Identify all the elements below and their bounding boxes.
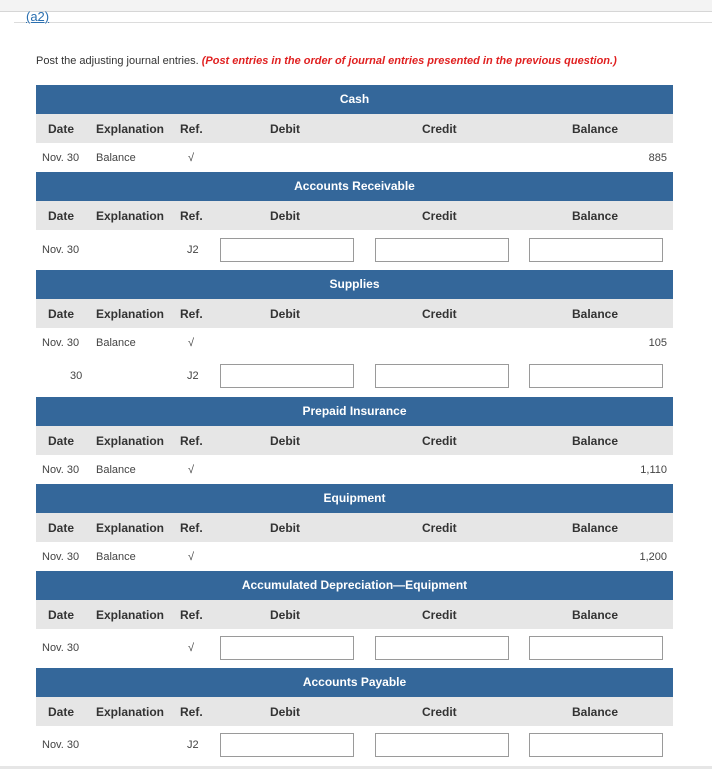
- row-balance: 885: [648, 151, 667, 164]
- col-credit: Credit: [422, 122, 457, 136]
- col-date: Date: [48, 434, 75, 448]
- ledger-title: Prepaid Insurance: [36, 397, 673, 426]
- col-ref: Ref.: [180, 307, 203, 321]
- col-date: Date: [48, 307, 75, 321]
- debit-input[interactable]: [220, 636, 354, 660]
- ledger-row: [36, 230, 673, 269]
- debit-input[interactable]: [220, 733, 354, 757]
- ledger-accounts-payable: [36, 668, 673, 764]
- ledger-title: Accounts Payable: [36, 668, 673, 697]
- col-balance: Balance: [572, 705, 619, 719]
- top-bar: [0, 0, 712, 12]
- row-ref: J2: [187, 243, 199, 256]
- col-debit: Debit: [270, 122, 300, 136]
- col-balance: Balance: [572, 521, 619, 535]
- row-balance: 1,110: [640, 463, 667, 476]
- ledger-title: Accounts Receivable: [36, 172, 673, 201]
- col-debit: Debit: [270, 705, 300, 719]
- ledger-supplies: [36, 270, 673, 395]
- ledger-cash: [36, 85, 673, 172]
- row-date: Nov. 30: [42, 243, 80, 256]
- balance-input[interactable]: [529, 238, 663, 262]
- divider: [14, 22, 712, 23]
- col-balance: Balance: [572, 608, 619, 622]
- ledger-title: Supplies: [36, 270, 673, 299]
- col-credit: Credit: [422, 608, 457, 622]
- col-credit: Credit: [422, 521, 457, 535]
- row-ref: J2: [187, 739, 199, 751]
- col-debit: Debit: [270, 434, 300, 448]
- row-date: Nov. 30: [42, 642, 80, 654]
- credit-input[interactable]: [375, 364, 509, 388]
- ledger-header: [36, 114, 673, 143]
- col-date: Date: [48, 209, 75, 223]
- credit-input[interactable]: [375, 733, 509, 757]
- ledger-row: [36, 542, 673, 571]
- row-date: Nov. 30: [42, 336, 80, 349]
- ledger-title: Cash: [36, 85, 673, 114]
- checkmark-icon: √: [188, 151, 195, 164]
- col-ref: Ref.: [180, 521, 203, 535]
- col-credit: Credit: [422, 434, 457, 448]
- checkmark-icon: √: [188, 463, 195, 476]
- credit-input[interactable]: [375, 238, 509, 262]
- col-credit: Credit: [422, 209, 457, 223]
- row-balance: 105: [648, 336, 667, 349]
- col-date: Date: [48, 122, 75, 136]
- row-date: Nov. 30: [42, 550, 80, 563]
- ledger-header: [36, 600, 673, 629]
- ledger-row: [36, 455, 673, 484]
- ledger-header: [36, 513, 673, 542]
- col-ref: Ref.: [180, 705, 203, 719]
- row-date: Nov. 30: [42, 151, 80, 164]
- credit-input[interactable]: [375, 636, 509, 660]
- row-date: Nov. 30: [42, 739, 80, 751]
- ledger-title: Equipment: [36, 484, 673, 513]
- debit-input[interactable]: [220, 238, 354, 262]
- col-balance: Balance: [572, 122, 619, 136]
- ledger-accumulated-depreciation: [36, 571, 673, 667]
- row-explanation: Balance: [96, 463, 136, 476]
- col-ref: Ref.: [180, 608, 203, 622]
- col-explanation: Explanation: [96, 307, 165, 321]
- col-date: Date: [48, 608, 75, 622]
- col-debit: Debit: [270, 608, 300, 622]
- col-debit: Debit: [270, 307, 300, 321]
- col-credit: Credit: [422, 307, 457, 321]
- ledger-row: [36, 726, 673, 764]
- instructions-note: (Post entries in the order of journal entries presented in the previous question.): [201, 55, 617, 67]
- checkmark-icon: √: [188, 336, 195, 349]
- col-explanation: Explanation: [96, 608, 165, 622]
- ledger-prepaid-insurance: [36, 397, 673, 484]
- checkmark-icon: √: [188, 550, 195, 563]
- ledger-title: Accumulated Depreciation—Equipment: [36, 571, 673, 600]
- ledger-row: [36, 629, 673, 667]
- col-debit: Debit: [270, 521, 300, 535]
- col-balance: Balance: [572, 209, 619, 223]
- row-balance: 1,200: [639, 550, 667, 563]
- balance-input[interactable]: [529, 364, 663, 388]
- ledger-header: [36, 299, 673, 328]
- instructions: [36, 55, 617, 67]
- ledger-accounts-receivable: [36, 172, 673, 269]
- row-ref: J2: [187, 370, 199, 382]
- row-explanation: Balance: [96, 550, 136, 563]
- col-explanation: Explanation: [96, 705, 165, 719]
- ledger-row: [36, 328, 673, 357]
- balance-input[interactable]: [529, 733, 663, 757]
- instructions-text: Post the adjusting journal entries.: [36, 55, 199, 67]
- col-explanation: Explanation: [96, 122, 165, 136]
- col-explanation: Explanation: [96, 209, 165, 223]
- row-explanation: Balance: [96, 151, 136, 164]
- col-date: Date: [48, 521, 75, 535]
- ledger-row: [36, 357, 673, 395]
- debit-input[interactable]: [220, 364, 354, 388]
- col-explanation: Explanation: [96, 434, 165, 448]
- checkmark-icon: √: [188, 642, 195, 654]
- row-date: Nov. 30: [42, 463, 80, 476]
- ledger-header: [36, 201, 673, 230]
- ledger-equipment: [36, 484, 673, 571]
- balance-input[interactable]: [529, 636, 663, 660]
- col-date: Date: [48, 705, 75, 719]
- col-debit: Debit: [270, 209, 300, 223]
- ledger-header: [36, 697, 673, 726]
- ledger-header: [36, 426, 673, 455]
- ledger-row: [36, 143, 673, 172]
- col-balance: Balance: [572, 434, 619, 448]
- col-credit: Credit: [422, 705, 457, 719]
- col-ref: Ref.: [180, 122, 203, 136]
- col-balance: Balance: [572, 307, 619, 321]
- row-explanation: Balance: [96, 336, 136, 349]
- step-link[interactable]: (a2): [26, 9, 50, 24]
- row-date: 30: [70, 370, 83, 382]
- col-ref: Ref.: [180, 434, 203, 448]
- col-ref: Ref.: [180, 209, 203, 223]
- col-explanation: Explanation: [96, 521, 165, 535]
